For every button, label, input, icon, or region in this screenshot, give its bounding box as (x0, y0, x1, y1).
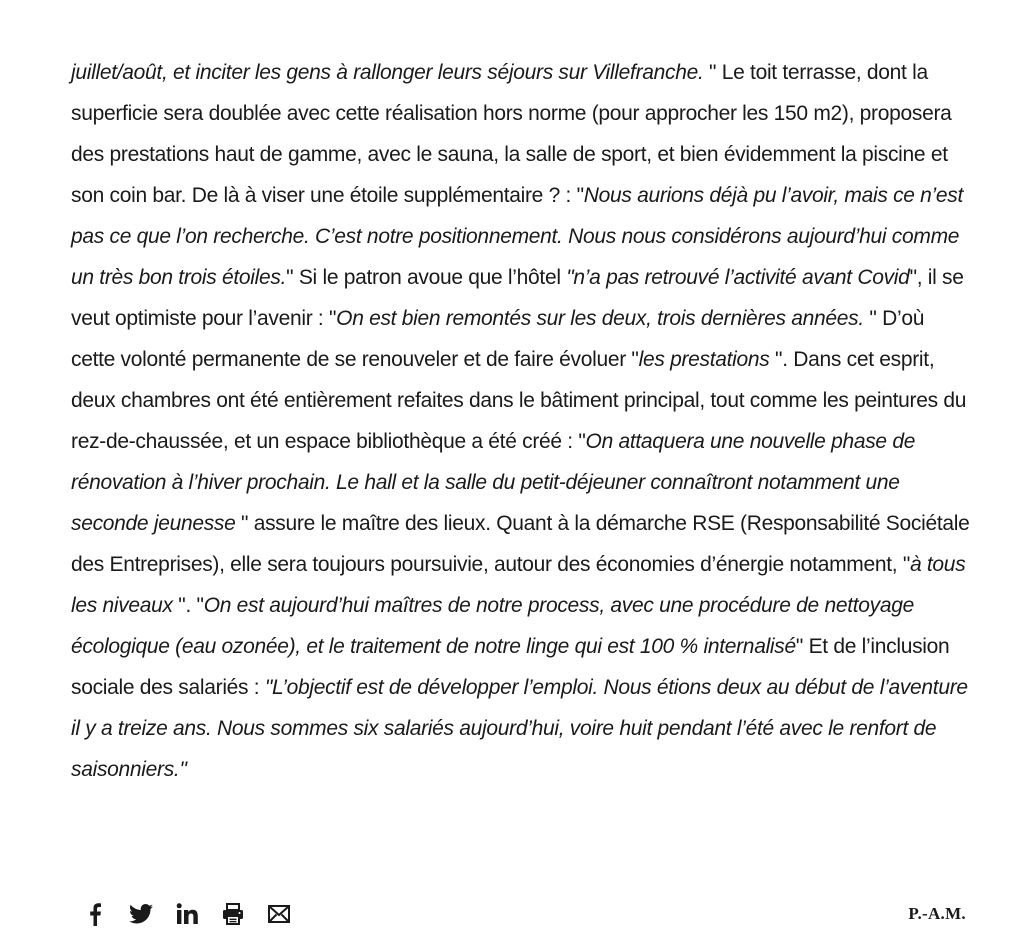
text-segment: " assure le maître des lieux. Quant à la démarche RSE (Responsabilité Sociétale des Entreprises), elle sera toujours poursuivie, autour des économies d’énergie notamment, " (71, 512, 970, 576)
quote-segment: "L’objectif est de développer l’emploi. Nous étions deux au début de l’aventure il y a treize ans. Nous sommes six salariés aujourd’hui, voire huit pendant l’été avec le renfort de saisonniers." (71, 676, 968, 781)
quote-segment: On est bien remontés sur les deux, trois dernières années. (336, 307, 864, 330)
share-twitter-button[interactable] (126, 899, 156, 929)
quote-segment: à tous les niveaux (71, 553, 966, 617)
quote-segment: On attaquera une nouvelle phase de rénovation à l’hiver prochain. Le hall et la salle du petit-déjeuner connaîtront notamment une seconde jeunesse (71, 430, 916, 535)
email-icon (268, 905, 290, 923)
text-segment: " Si le patron avoue que l’hôtel (286, 266, 567, 289)
article-body (71, 52, 971, 790)
text-segment: ", il se veut optimiste pour l’avenir : " (71, 266, 964, 330)
text-segment: " D’où cette volonté permanente de se renouveler et de faire évoluer " (71, 307, 925, 371)
quote-segment: "n’a pas retrouvé l’activité avant Covid (566, 266, 910, 289)
share-bar (80, 899, 294, 929)
text-segment: ". Dans cet esprit, deux chambres ont été entièrement refaites dans le bâtiment principal, tout comme les peintures du rez-de-chaussée, et un espace bibliothèque a été créé : " (71, 348, 967, 453)
print-button[interactable] (218, 899, 248, 929)
share-linkedin-button[interactable] (172, 899, 202, 929)
share-email-button[interactable] (264, 899, 294, 929)
linkedin-icon (176, 903, 198, 925)
author-byline: P.-A.M. (908, 904, 966, 923)
article-paragraph (71, 52, 971, 790)
twitter-icon (129, 904, 153, 924)
share-facebook-button[interactable] (80, 899, 110, 929)
print-icon (222, 903, 244, 925)
text-segment: " Et de l’inclusion sociale des salariés : (71, 635, 950, 699)
quote-segment: les prestations (638, 348, 770, 371)
article-footer (80, 896, 966, 932)
quote-segment: On est aujourd’hui maîtres de notre process, avec une procédure de nettoyage écologique (eau ozonée), et le traitement de notre linge qui est 100 % internalisé (71, 594, 915, 658)
text-segment: " Le toit terrasse, dont la superficie sera doublée avec cette réalisation hors norme (pour approcher les 150 m2), proposera des prestations haut de gamme, avec le sauna, la salle de sport, et bien évidemment la piscine et son coin bar. De là à viser une étoile supplémentaire ? : " (71, 61, 952, 207)
quote-segment: Nous aurions déjà pu l’avoir, mais ce n’est pas ce que l’on recherche. C’est notre positionnement. Nous nous considérons aujourd’hui comme un très bon trois étoiles. (71, 184, 964, 289)
facebook-icon (88, 902, 102, 926)
text-segment: ". " (172, 594, 204, 617)
text-segment: juillet/août, et inciter les gens à rallonger leurs séjours sur Villefranche. (71, 61, 704, 84)
